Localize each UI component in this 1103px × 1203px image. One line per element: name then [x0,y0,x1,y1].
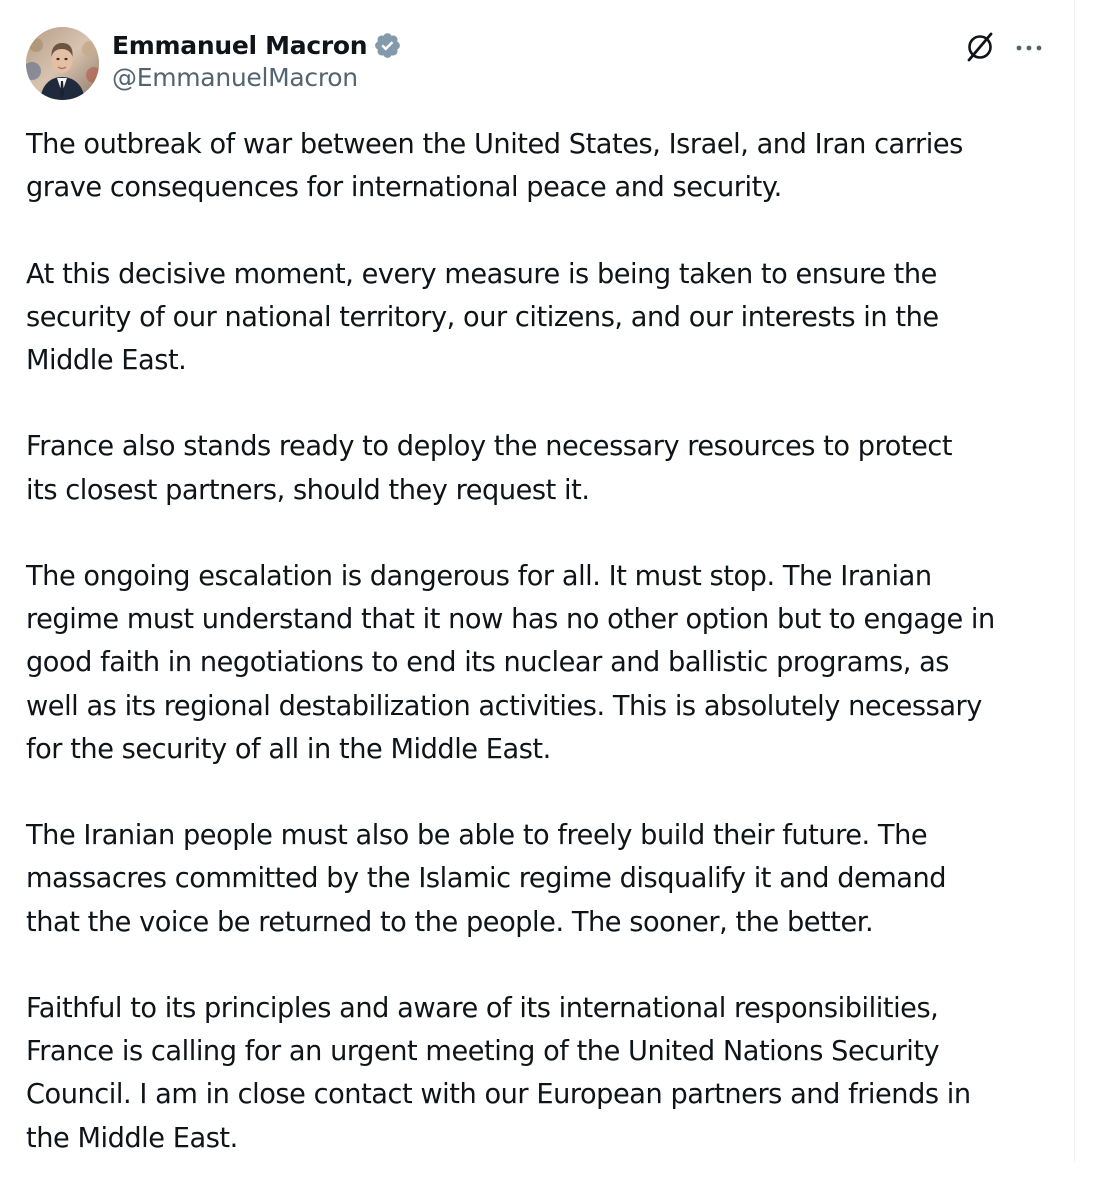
tweet-text-line: grave consequences for international peace and security. [26,172,782,204]
tweet-text-line: Middle East. [26,345,187,376]
tweet-text-line: the Middle East. [26,1122,238,1154]
tweet-paragraph [26,555,1066,771]
tweet-paragraph [26,425,1066,511]
tweet-text-line: good faith in negotiations to end its nuclear and ballistic programs, as [26,647,950,679]
verified-badge-icon[interactable] [373,31,402,60]
tweet-text-line: The ongoing escalation is dangerous for all. It must stop. The Iranian [26,560,932,592]
tweet-text-line: that the voice be returned to the people. The sooner, the better. [26,906,874,938]
tweet-text-line: regime must understand that it now has no other option but to engage in [26,604,995,636]
tweet-text-line: security of our national territory, our citizens, and our interests in the [26,301,939,333]
tweet-text-line: Faithful to its principles and aware of its international responsibilities, [26,992,939,1024]
display-name[interactable]: Emmanuel Macron [112,30,368,60]
tweet-text-line: for the security of all in the Middle East. [26,733,551,765]
tweet-paragraph [26,814,1066,944]
profile-photo-icon [26,27,99,100]
tweet-paragraph [26,123,1066,209]
tweet-header [26,27,1056,103]
more-horizontal-icon[interactable] [1014,33,1044,63]
tweet-text-line: well as its regional destabilization activities. This is absolutely necessary [26,690,982,722]
grok-icon[interactable] [962,29,998,65]
user-handle[interactable]: @EmmanuelMacron [112,63,358,92]
tweet-text-line: France is calling for an urgent meeting of the United Nations Security [26,1036,940,1068]
tweet-text-line: its closest partners, should they request it. [26,474,590,506]
tweet-text-line: massacres committed by the Islamic regime disqualify it and demand [26,863,947,895]
tweet-text-line: At this decisive moment, every measure is being taken to ensure the [26,258,937,290]
tweet-text [26,123,1066,1203]
tweet-text-line: The outbreak of war between the United States, Israel, and Iran carries [26,129,963,160]
column-divider [1074,0,1075,1162]
tweet-text-line: France also stands ready to deploy the necessary resources to protect [26,431,953,463]
author-info [112,27,402,92]
tweet-paragraph [26,253,1066,383]
tweet-paragraph [26,987,1066,1160]
tweet-text-line: Council. I am in close contact with our European partners and friends in [26,1079,971,1111]
avatar[interactable] [26,27,99,100]
tweet-text-line: The Iranian people must also be able to freely build their future. The [26,820,928,852]
